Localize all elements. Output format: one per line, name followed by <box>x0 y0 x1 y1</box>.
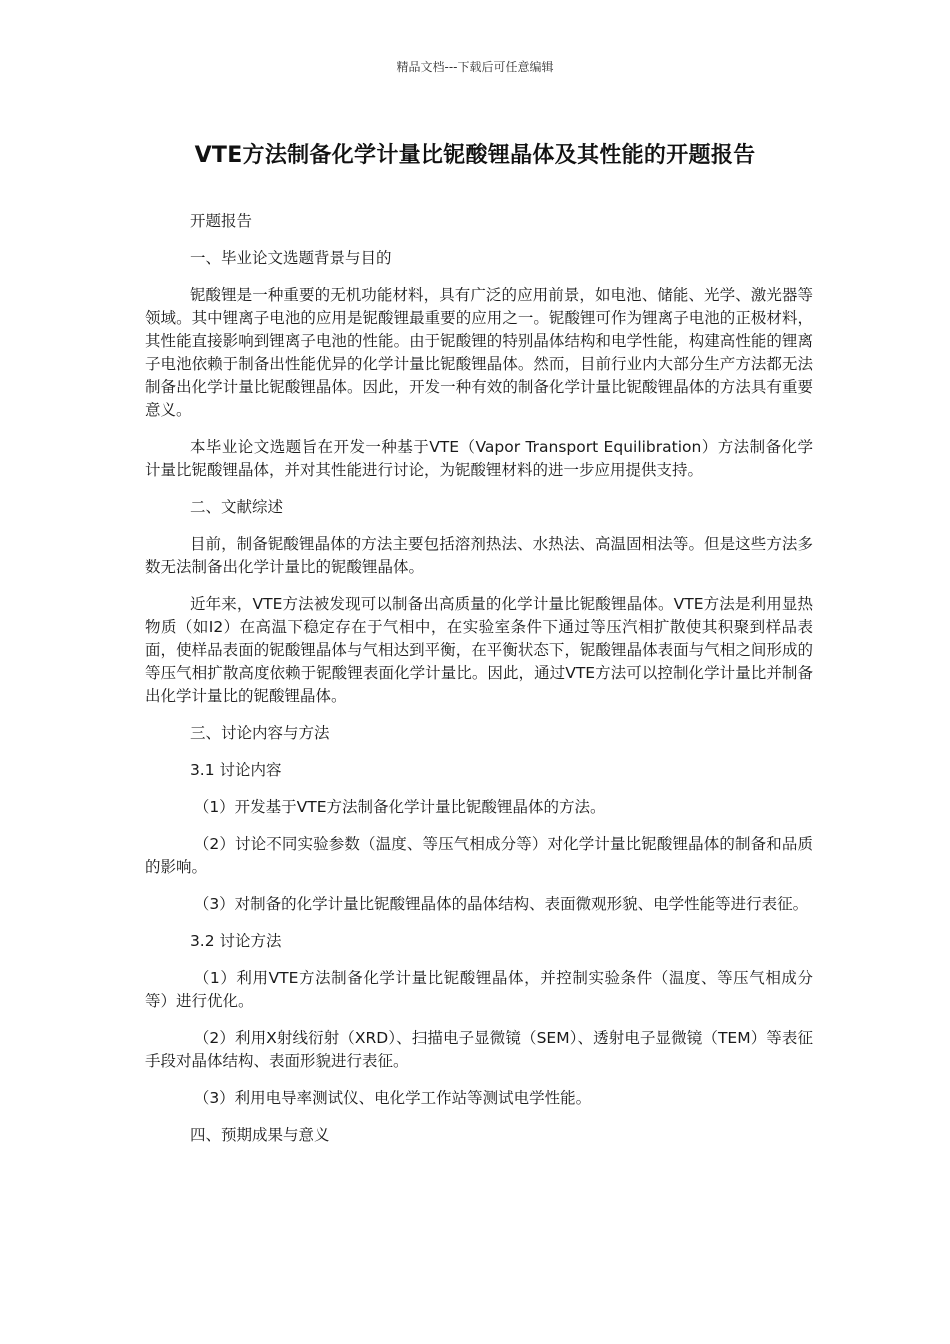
list-item: （3）利用电导率测试仪、电化学工作站等测试电学性能。 <box>193 1089 592 1107</box>
paragraph: 目前，制备铌酸锂晶体的方法主要包括溶剂热法、水热法、高温固相法等。但是这些方法多数无法制备出化学计量比的铌酸锂晶体。 <box>145 535 813 576</box>
paragraph: 铌酸锂是一种重要的无机功能材料，具有广泛的应用前景，如电池、储能、光学、激光器等领域。其中锂离子电池的应用是铌酸锂最重要的应用之一。铌酸锂可作为锂离子电池的正极材料，其性能直接影响到锂离子电池的性能。由于铌酸锂的特别晶体结构和电学性能，构建高性能的锂离子电池依赖于制备出性能优异的化学计量比铌酸锂晶体。然而，目前行业内大部分生产方法都无法制备出化学计量比铌酸锂晶体。因此，开发一种有效的制备化学计量比铌酸锂晶体的方法具有重要意义。 <box>145 286 813 419</box>
header-note: 精品文档---下载后可任意编辑 <box>396 60 554 74</box>
paragraph: 近年来，VTE方法被发现可以制备出高质量的化学计量比铌酸锂晶体。VTE方法是利用显热物质（如I2）在高温下稳定存在于气相中，在实验室条件下通过等压汽相扩散使其积聚到样品表面，使样品表面的铌酸锂晶体与气相达到平衡，在平衡状态下，铌酸锂晶体表面与气相之间形成的等压气相扩散高度依赖于铌酸锂表面化学计量比。因此，通过VTE方法可以控制化学计量比并制备出化学计量比的铌酸锂晶体。 <box>145 595 813 705</box>
section-heading-1: 一、毕业论文选题背景与目的 <box>189 249 392 267</box>
document-body <box>145 210 813 1161</box>
paragraph: 本毕业论文选题旨在开发一种基于VTE（Vapor Transport Equilibration）方法制备化学计量比铌酸锂晶体，并对其性能进行讨论，为铌酸锂材料的进一步应用提供支持。 <box>145 438 813 479</box>
list-item: （1）开发基于VTE方法制备化学计量比铌酸锂晶体的方法。 <box>193 798 606 816</box>
section-heading-2: 二、文献综述 <box>189 498 283 516</box>
subsection-heading-3-1: 3.1 讨论内容 <box>189 761 282 779</box>
section-heading-4: 四、预期成果与意义 <box>189 1126 330 1144</box>
list-item: （1）利用VTE方法制备化学计量比铌酸锂晶体，并控制实验条件（温度、等压气相成分等）进行优化。 <box>145 969 813 1010</box>
list-item: （2）讨论不同实验参数（温度、等压气相成分等）对化学计量比铌酸锂晶体的制备和品质的影响。 <box>145 835 813 876</box>
report-label: 开题报告 <box>189 212 252 230</box>
section-heading-3: 三、讨论内容与方法 <box>189 724 330 742</box>
list-item: （2）利用X射线衍射（XRD）、扫描电子显微镜（SEM）、透射电子显微镜（TEM）等表征手段对晶体结构、表面形貌进行表征。 <box>145 1029 813 1070</box>
subsection-heading-3-2: 3.2 讨论方法 <box>189 932 282 950</box>
document-title: VTE方法制备化学计量比铌酸锂晶体及其性能的开题报告 <box>194 143 756 168</box>
list-item: （3）对制备的化学计量比铌酸锂晶体的晶体结构、表面微观形貌、电学性能等进行表征。 <box>193 895 809 913</box>
